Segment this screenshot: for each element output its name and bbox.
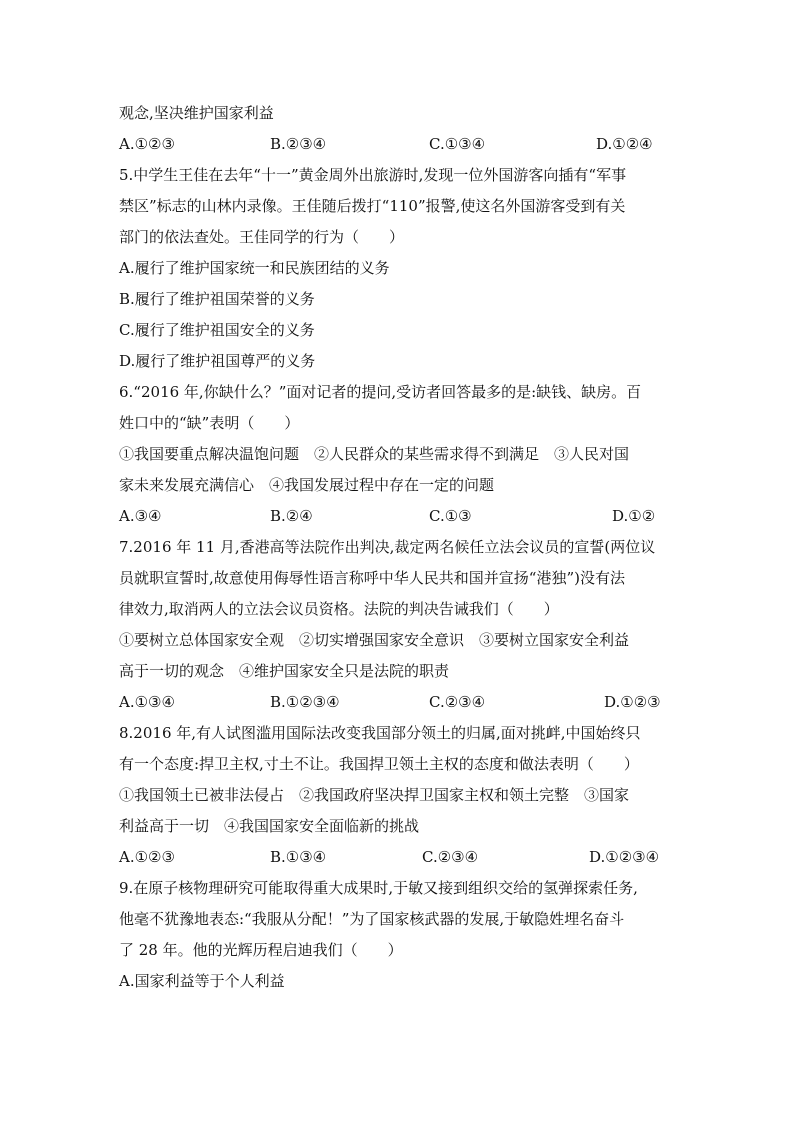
question-7-stem: 7.2016 年 11 月,香港高等法院作出判决,裁定两名候任立法会议员的宣誓(两位议 — [119, 538, 656, 556]
question-8-items: 利益高于一切 ④我国国家安全面临新的挑战 — [119, 817, 420, 835]
option-a: A.③④ — [119, 507, 162, 525]
option-b: B.①②③④ — [270, 693, 340, 711]
option-a: A.①③④ — [119, 693, 175, 711]
option-b: B.②③④ — [270, 135, 327, 153]
question-8-options — [119, 842, 679, 873]
question-6-stem: 姓口中的“缺”表明（ ） — [119, 414, 300, 432]
option-d: D.①②③④ — [589, 848, 660, 866]
question-5-stem: 5.中学生王佳在去年“十一”黄金周外出旅游时,发现一位外国游客向插有“军事 — [119, 166, 627, 184]
question-6-options — [119, 501, 679, 532]
question-7-items: 高于一切的观念 ④维护国家安全只是法院的职责 — [119, 662, 450, 680]
option-b: B.②④ — [270, 507, 313, 525]
question-8-stem: 8.2016 年,有人试图滥用国际法改变我国部分领土的归属,面对挑衅,中国始终只 — [119, 724, 641, 742]
question-block — [119, 98, 679, 997]
question-9-stem: 了 28 年。他的光辉历程启迪我们（ ） — [119, 941, 403, 959]
question-5-option-d: D.履行了维护祖国尊严的义务 — [119, 352, 316, 370]
question-7-options — [119, 687, 679, 718]
option-c: C.①③ — [429, 507, 472, 525]
question-8-items: ①我国领土已被非法侵占 ②我国政府坚决捍卫国家主权和领土完整 ③国家 — [119, 786, 630, 804]
question-5-option-b: B.履行了维护祖国荣誉的义务 — [119, 290, 315, 308]
question-5-option-c: C.履行了维护祖国安全的义务 — [119, 321, 315, 339]
option-a: A.①②③ — [119, 848, 175, 866]
option-a: A.①②③ — [119, 135, 175, 153]
option-d: D.①②③ — [604, 693, 661, 711]
option-b: B.①③④ — [270, 848, 327, 866]
question-9-stem: 他毫不犹豫地表态:“我服从分配！”为了国家核武器的发展,于敏隐姓埋名奋斗 — [119, 910, 625, 928]
option-c: C.①③④ — [429, 135, 486, 153]
question-5-stem: 部门的依法查处。王佳同学的行为（ ） — [119, 228, 405, 246]
question-6-items: 家未来发展充满信心 ④我国发展过程中存在一定的问题 — [119, 476, 495, 494]
question-6-stem: 6.“2016 年,你缺什么？”面对记者的提问,受访者回答最多的是:缺钱、缺房。百 — [119, 383, 642, 401]
option-d: D.①② — [612, 507, 656, 525]
question-5-option-a: A.履行了维护国家统一和民族团结的义务 — [119, 259, 390, 277]
question-9-stem: 9.在原子核物理研究可能取得重大成果时,于敏又接到组织交给的氢弹探索任务, — [119, 879, 638, 897]
option-c: C.②③④ — [422, 848, 479, 866]
question-4-continuation: 观念,坚决维护国家利益 — [119, 104, 274, 122]
option-c: C.②③④ — [429, 693, 486, 711]
question-4-options — [119, 129, 679, 160]
question-5-stem: 禁区”标志的山林内录像。王佳随后拨打“110”报警,使这名外国游客受到有关 — [119, 197, 626, 215]
question-8-stem: 有一个态度:捍卫主权,寸土不让。我国捍卫领土主权的态度和做法表明（ ） — [119, 755, 639, 773]
question-7-items: ①要树立总体国家安全观 ②切实增强国家安全意识 ③要树立国家安全利益 — [119, 631, 630, 649]
question-6-items: ①我国要重点解决温饱问题 ②人民群众的某些需求得不到满足 ③人民对国 — [119, 445, 630, 463]
question-7-stem: 员就职宣誓时,故意使用侮辱性语言称呼中华人民共和国并宣扬“港独”)没有法 — [119, 569, 625, 587]
question-9-option-a: A.国家利益等于个人利益 — [119, 972, 285, 990]
question-7-stem: 律效力,取消两人的立法会议员资格。法院的判决告诫我们（ ） — [119, 600, 559, 618]
option-d: D.①②④ — [596, 135, 653, 153]
